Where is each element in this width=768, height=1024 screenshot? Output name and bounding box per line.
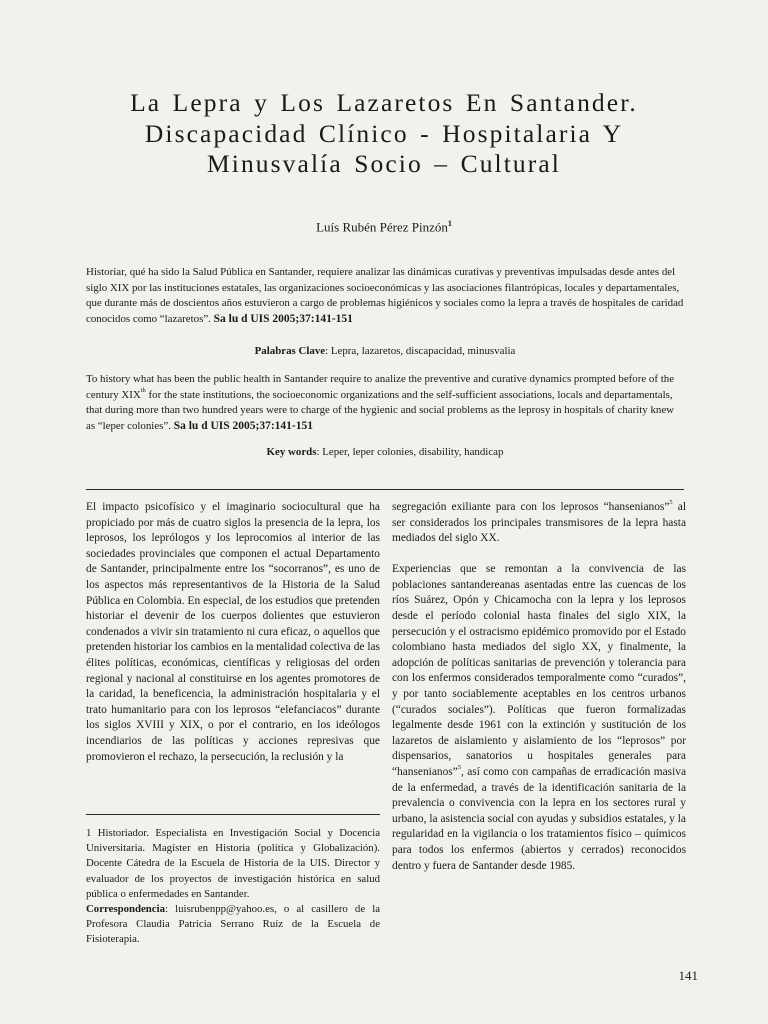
abstract-en-text-a: To history what has been the public health in Santander require to analize the preventive and curative dynamics prompted before of the century XIX [86, 373, 675, 401]
title-line-3: Minusvalía Socio – Cultural [207, 149, 561, 178]
title-line-2: Discapacidad Clínico - Hospitalaria Y [144, 118, 624, 148]
keywords-es-label: Palabras Clave [254, 345, 326, 357]
reference-mark: 5 [669, 499, 673, 506]
article-title [60, 88, 708, 180]
body-column-right [392, 500, 686, 874]
keywords-english [86, 446, 684, 458]
correspondence-label: Correspondencia [86, 903, 165, 916]
body-paragraph: El impacto psicofísico y el imaginario sociocultural que ha propiciado por más de cuatro siglos la presencia de la lepra, los leprosos, los leprólogos y los leprocomios al interior de las sociedades provinciales que componen el actual Departamento de Santander, principalmente entre los “socorranos”, es uno de los aspectos más representantivos de la Historia de la Salud Pública en Colombia. En especial, de los estudios que pretenden historiar el devenir de los cuerpos dolientes que estuvieron condenados a vivir sin tratamiento ni cura eficaz, o aquellos que pretenden historiar los cambios en la mentalidad colectiva de las élites políticas, económicas, científicas y religiosas del orden regional y nacional al constituirse en los agentes promotores de la caridad, la beneficencia, la administración hospitalaria y el trato humanitario para con los leprosos “elefanciacos” durante los siglos XVIII y XIX, o por el contrario, en los ideólogos incendiarios de las políticas y acciones represivas que promovieron el rechazo, la persecución, la reclusión y la [86, 501, 380, 763]
body-paragraph [392, 562, 686, 874]
body-text: segregación exiliante para con los leprosos “hansenianos” [392, 501, 670, 513]
keywords-spanish [86, 345, 684, 357]
abstract-en-text-b: for the state institutions, the socioeconomic organizations and the self-sufficient associations, locals and departamentals, that during more than two hundred years were to charge of the hygienic and social problems as the leprosy in hospitals of charity knew as “leper colonies”. [86, 388, 675, 432]
body-text: , así como con campañas de erradicación masiva de la enfermedad, a través de la identificación sanitaria de la prevalencia o convivencia con la lepra en los sectores rural y urbano, la asistencia social con ayudas y subsidios estatales, y la regularidad en la vigilancia o los tratamientos físico – químicos para todos los enfermos (abiertos y cerrados) reconocidos dentro y fuera de Santander desde 1985. [392, 766, 686, 872]
body-text: Experiencias que se remontan a la convivencia de las poblaciones santandereanas asentadas entre las cuencas de los ríos Suárez, Opón y Chicamocha con la lepra y los leprosos desde el período colonial hasta finales del siglo XIX, la persecución y el ostracismo epidémico promovido por el Estado colombiano hasta mediados del siglo XX, y finalmente, la adopción de políticas sanitarias de prevención y tolerancia para con los enfermos considerados temporalmente como “curados”, y por tanto sociablemente aceptables en los centros urbanos (“curados sociales”). Políticas que fueron formalizadas legalmente desde 1961 con la extinción y sustitución de los lazaretos de aislamiento y aislamiento de los “leprosos” por dispensarios, sanatorios u hospitales generales para “hansenianos” [392, 563, 686, 778]
abstract-es-text: Historiar, qué ha sido la Salud Pública en Santander, requiere analizar las dinámicas curativas y preventivas impulsadas desde antes del siglo XIX por las instituciones estatales, las organizaciones socioeconómicas y las asociaciones filantrópicas, locales y departamentales, que durante más de doscientos años estuvieron a cargo de problemas higiénicos y sociales como la lepra a través de hospitales de caridad conocidos como “lazaretos”. [86, 266, 684, 325]
keywords-en-text: : Leper, leper colonies, disability, handicap [316, 446, 504, 458]
keywords-en-label: Key words [266, 446, 317, 458]
footnote-divider [86, 814, 380, 815]
body-column-left [86, 500, 380, 765]
footnote-correspondence [86, 902, 380, 948]
title-line-1: La Lepra y Los Lazaretos En Santander. [130, 88, 638, 117]
section-divider [86, 489, 684, 490]
abstract-english [86, 372, 684, 434]
abstract-spanish [86, 265, 684, 327]
page-number: 141 [678, 968, 698, 983]
body-text: al ser considerados los principales transmisores de la lepra hasta mediados del siglo XX. [392, 501, 686, 545]
reference-mark: 5 [457, 764, 462, 771]
footnote [86, 826, 380, 948]
body-paragraph [392, 500, 686, 547]
author-line [0, 219, 768, 235]
author-footnote-mark: 1 [447, 219, 452, 228]
correspondence-text: : luisrubenpp@yahoo.es, o al casillero de la Profesora Claudia Patricia Serrano Ruíz de la Escuela de Fisioterapia. [86, 903, 380, 946]
keywords-es-text: : Lepra, lazaretos, discapacidad, minusvalia [325, 345, 516, 357]
author-name: Luís Rubén Pérez Pinzón [316, 219, 448, 235]
abstract-en-citation: Sa lu d UIS 2005;37:141-151 [173, 419, 314, 432]
abstract-en-ordinal: th [140, 386, 146, 394]
abstract-es-citation: Sa lu d UIS 2005;37:141-151 [213, 312, 353, 325]
footnote-affiliation: 1 Historiador. Especialista en Investigación Social y Docencia Universitaria. Magíster en Historia (política y Globalización). Docente Cátedra de la Escuela de Historia de la UIS. Director y evaluador de los proyectos de investigación histórica en salud pública o enfermedades en Santander. [86, 827, 380, 900]
